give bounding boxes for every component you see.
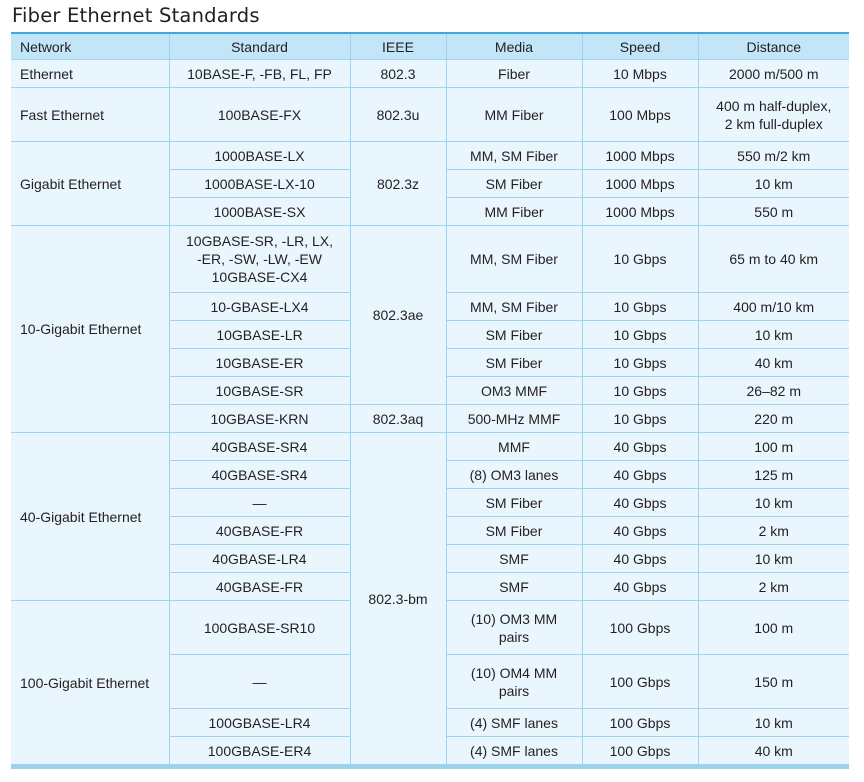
standard-cell: 40GBASE-FR [169, 517, 350, 545]
distance-cell: 2 km [698, 573, 849, 601]
standard-cell: 100GBASE-ER4 [169, 737, 350, 765]
column-header-ieee: IEEE [350, 34, 446, 60]
standard-cell: 40GBASE-SR4 [169, 433, 350, 461]
standard-cell: 10BASE-F, -FB, FL, FP [169, 60, 350, 88]
media-cell: MM Fiber [446, 198, 582, 226]
speed-cell: 10 Mbps [582, 60, 698, 88]
column-header-distance: Distance [698, 34, 849, 60]
standard-cell: 10GBASE-LR [169, 321, 350, 349]
standard-cell: — [169, 655, 350, 709]
media-cell: 500-MHz MMF [446, 405, 582, 433]
cell-line: -ER, -SW, -LW, -EW [197, 251, 322, 267]
media-cell: SM Fiber [446, 349, 582, 377]
standard-cell: 10-GBASE-LX4 [169, 293, 350, 321]
media-cell: MM Fiber [446, 88, 582, 142]
speed-cell: 100 Mbps [582, 88, 698, 142]
table-row [11, 142, 849, 170]
standard-cell: 1000BASE-LX-10 [169, 170, 350, 198]
media-cell: SM Fiber [446, 517, 582, 545]
speed-cell: 100 Gbps [582, 655, 698, 709]
speed-cell: 40 Gbps [582, 517, 698, 545]
speed-cell: 10 Gbps [582, 377, 698, 405]
network-cell: 10-Gigabit Ethernet [11, 226, 169, 433]
ieee-cell: 802.3z [350, 142, 446, 226]
speed-cell: 10 Gbps [582, 226, 698, 293]
network-cell: Fast Ethernet [11, 88, 169, 142]
standard-cell: 40GBASE-LR4 [169, 545, 350, 573]
distance-cell: 10 km [698, 709, 849, 737]
distance-cell: 40 km [698, 349, 849, 377]
speed-cell: 100 Gbps [582, 737, 698, 765]
media-cell: SMF [446, 573, 582, 601]
speed-cell: 1000 Mbps [582, 170, 698, 198]
standard-cell: 100GBASE-LR4 [169, 709, 350, 737]
table-row [11, 226, 849, 293]
distance-cell: 550 m [698, 198, 849, 226]
speed-cell: 10 Gbps [582, 321, 698, 349]
media-cell: MM, SM Fiber [446, 226, 582, 293]
cell-line: 10GBASE-SR, -LR, LX, [185, 233, 334, 249]
standard-cell: — [169, 489, 350, 517]
standard-cell: 40GBASE-FR [169, 573, 350, 601]
page-title: Fiber Ethernet Standards [12, 4, 260, 27]
distance-cell: 100 m [698, 601, 849, 655]
standard-cell: 10GBASE-KRN [169, 405, 350, 433]
standard-cell: 100BASE-FX [169, 88, 350, 142]
distance-cell: 150 m [698, 655, 849, 709]
column-header-media: Media [446, 34, 582, 60]
distance-cell: 2000 m/500 m [698, 60, 849, 88]
distance-cell: 100 m [698, 433, 849, 461]
network-cell: 100-Gigabit Ethernet [11, 601, 169, 765]
ieee-cell: 802.3ae [350, 226, 446, 405]
network-cell: 40-Gigabit Ethernet [11, 433, 169, 601]
speed-cell: 10 Gbps [582, 293, 698, 321]
distance-cell: 10 km [698, 321, 849, 349]
standard-cell [169, 226, 350, 293]
cell-line: pairs [498, 628, 530, 645]
ieee-cell: 802.3-bm [350, 433, 446, 765]
cell-line: 2 km full-duplex [724, 115, 823, 132]
cell-line: pairs [498, 682, 530, 699]
speed-cell: 40 Gbps [582, 573, 698, 601]
distance-cell: 10 km [698, 170, 849, 198]
fiber-ethernet-standards-table [11, 34, 849, 765]
distance-cell: 10 km [698, 545, 849, 573]
network-cell: Gigabit Ethernet [11, 142, 169, 226]
standard-cell: 100GBASE-SR10 [169, 601, 350, 655]
speed-cell: 100 Gbps [582, 601, 698, 655]
speed-cell: 40 Gbps [582, 545, 698, 573]
cell-line: (10) OM3 MM [470, 610, 558, 627]
table-row [11, 60, 849, 88]
distance-cell: 550 m/2 km [698, 142, 849, 170]
distance-cell: 26–82 m [698, 377, 849, 405]
speed-cell: 40 Gbps [582, 489, 698, 517]
network-cell: Ethernet [11, 60, 169, 88]
media-cell: SM Fiber [446, 489, 582, 517]
cell-line: (10) OM4 MM [470, 664, 558, 681]
media-cell: (4) SMF lanes [446, 737, 582, 765]
media-cell [446, 601, 582, 655]
speed-cell: 40 Gbps [582, 433, 698, 461]
media-cell: Fiber [446, 60, 582, 88]
ieee-cell: 802.3 [350, 60, 446, 88]
standard-cell: 10GBASE-ER [169, 349, 350, 377]
distance-cell: 65 m to 40 km [698, 226, 849, 293]
header-row [11, 34, 849, 60]
standard-cell: 1000BASE-LX [169, 142, 350, 170]
media-cell: MM, SM Fiber [446, 142, 582, 170]
speed-cell: 1000 Mbps [582, 198, 698, 226]
column-header-standard: Standard [169, 34, 350, 60]
media-cell: (8) OM3 lanes [446, 461, 582, 489]
distance-cell: 40 km [698, 737, 849, 765]
cell-line: 10GBASE-CX4 [211, 269, 308, 285]
speed-cell: 10 Gbps [582, 349, 698, 377]
cell-line: 400 m half-duplex, [716, 97, 832, 114]
media-cell: MM, SM Fiber [446, 293, 582, 321]
standard-cell: 10GBASE-SR [169, 377, 350, 405]
column-header-network: Network [11, 34, 169, 60]
media-cell: SM Fiber [446, 321, 582, 349]
distance-cell: 2 km [698, 517, 849, 545]
speed-cell: 40 Gbps [582, 461, 698, 489]
media-cell: (4) SMF lanes [446, 709, 582, 737]
media-cell: SMF [446, 545, 582, 573]
column-header-speed: Speed [582, 34, 698, 60]
distance-cell: 220 m [698, 405, 849, 433]
speed-cell: 100 Gbps [582, 709, 698, 737]
table-row [11, 88, 849, 142]
table-row [11, 433, 849, 461]
standard-cell: 40GBASE-SR4 [169, 461, 350, 489]
ieee-cell: 802.3u [350, 88, 446, 142]
media-cell [446, 655, 582, 709]
speed-cell: 1000 Mbps [582, 142, 698, 170]
ieee-cell: 802.3aq [350, 405, 446, 433]
standards-table-frame [11, 32, 849, 769]
media-cell: MMF [446, 433, 582, 461]
distance-cell: 400 m/10 km [698, 293, 849, 321]
distance-cell: 10 km [698, 489, 849, 517]
speed-cell: 10 Gbps [582, 405, 698, 433]
media-cell: OM3 MMF [446, 377, 582, 405]
media-cell: SM Fiber [446, 170, 582, 198]
standard-cell: 1000BASE-SX [169, 198, 350, 226]
distance-cell [698, 88, 849, 142]
distance-cell: 125 m [698, 461, 849, 489]
